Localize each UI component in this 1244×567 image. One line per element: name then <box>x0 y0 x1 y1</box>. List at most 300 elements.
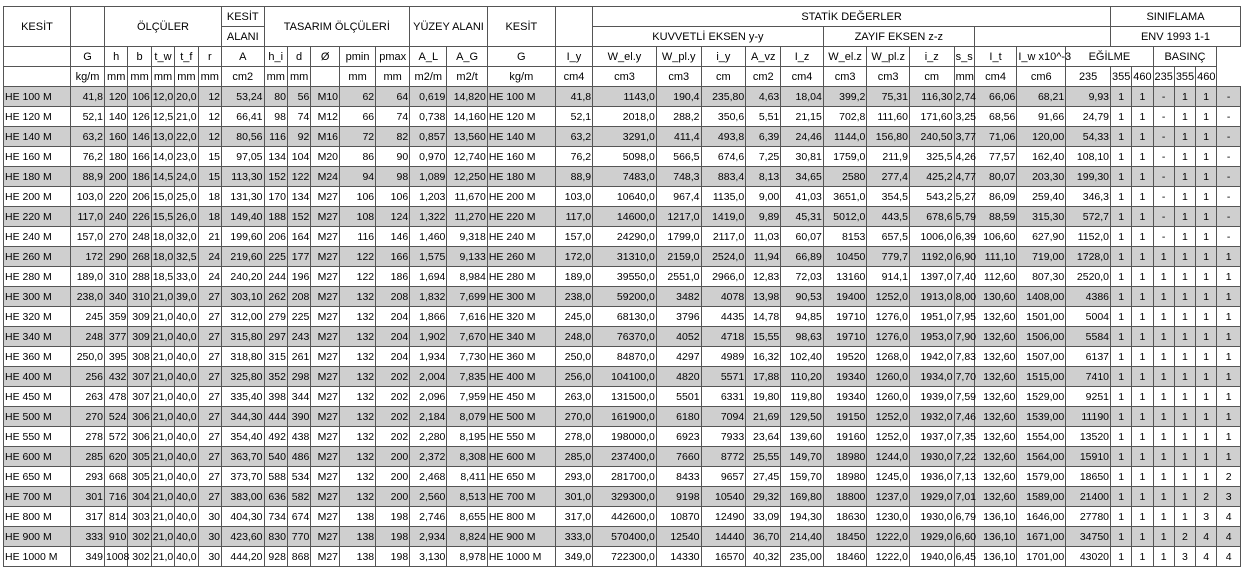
value-cell: 202 <box>376 427 410 447</box>
value-cell: 3 <box>1217 487 1241 507</box>
value-cell: 4435 <box>701 307 746 327</box>
value-cell: 1515,00 <box>1017 367 1066 387</box>
unit-cell: kg/m <box>487 67 555 87</box>
table-row <box>4 527 1241 547</box>
value-cell: 7,25 <box>746 147 781 167</box>
value-cell: 5004 <box>1066 307 1111 327</box>
value-cell: 1579,00 <box>1017 467 1066 487</box>
value-cell: 132,60 <box>974 367 1017 387</box>
table-row <box>4 167 1241 187</box>
value-cell: 76370,0 <box>593 327 657 347</box>
value-cell: 68130,0 <box>593 307 657 327</box>
value-cell: 14,0 <box>151 147 174 167</box>
value-cell: 1 <box>1153 287 1174 307</box>
value-cell: 1 <box>1132 507 1153 527</box>
value-cell: 8,079 <box>447 407 487 427</box>
value-cell: 186 <box>376 267 410 287</box>
value-cell: 202 <box>376 407 410 427</box>
value-cell: 160 <box>105 127 128 147</box>
value-cell: 220 <box>105 187 128 207</box>
value-cell: 6,39 <box>746 127 781 147</box>
profile-name-cell: HE 360 M <box>487 347 555 367</box>
value-cell: 240,20 <box>222 267 265 287</box>
value-cell: 177 <box>287 247 310 267</box>
value-cell: 40,0 <box>175 467 198 487</box>
value-cell: 318,80 <box>222 347 265 367</box>
value-cell: 40,0 <box>175 307 198 327</box>
value-cell: 0,619 <box>410 87 447 107</box>
value-cell: 7,70 <box>954 367 974 387</box>
value-cell: 27 <box>198 407 221 427</box>
symbol-cell: t_w <box>151 47 174 67</box>
value-cell: 307 <box>128 367 151 387</box>
value-cell: 8,308 <box>447 447 487 467</box>
value-cell: 270 <box>105 227 128 247</box>
value-cell: 104100,0 <box>593 367 657 387</box>
value-cell: 3,25 <box>954 107 974 127</box>
value-cell: 12,740 <box>447 147 487 167</box>
value-cell: 132,60 <box>974 467 1017 487</box>
value-cell: 30,81 <box>781 147 824 167</box>
value-cell: 395 <box>105 347 128 367</box>
value-cell: 68,21 <box>1017 87 1066 107</box>
value-cell: 159,70 <box>781 467 824 487</box>
value-cell: 399,2 <box>823 87 867 107</box>
kesit-header-2: KESİT <box>487 7 555 47</box>
value-cell: 2,74 <box>954 87 974 107</box>
value-cell: M27 <box>311 207 340 227</box>
value-cell: 21,0 <box>151 367 174 387</box>
yuzey-alani-header: YÜZEY ALANI <box>410 7 488 47</box>
env-header: ENV 1993 1-1 <box>1111 27 1241 47</box>
value-cell: 238,0 <box>70 287 104 307</box>
value-cell: 21,0 <box>151 307 174 327</box>
value-cell: 27 <box>198 447 221 467</box>
value-cell: 21,0 <box>151 327 174 347</box>
value-cell: 248,0 <box>555 327 592 347</box>
value-cell: 325,80 <box>222 367 265 387</box>
value-cell: 146 <box>376 227 410 247</box>
profile-name-cell: HE 260 M <box>487 247 555 267</box>
value-cell: M27 <box>311 427 340 447</box>
value-cell: 668 <box>105 467 128 487</box>
value-cell: 678,6 <box>909 207 954 227</box>
value-cell: 7410 <box>1066 367 1111 387</box>
profile-name-cell: HE 800 M <box>4 507 71 527</box>
value-cell: 478 <box>105 387 128 407</box>
value-cell: 657,5 <box>867 227 910 247</box>
value-cell: 7,835 <box>447 367 487 387</box>
value-cell: 10640,0 <box>593 187 657 207</box>
value-cell: 432 <box>105 367 128 387</box>
symbol-cell: I_w x10^-3 <box>1017 47 1066 67</box>
profile-name-cell: HE 1000 M <box>4 547 71 567</box>
value-cell: 134 <box>287 187 310 207</box>
value-cell: 166 <box>128 147 151 167</box>
value-cell: 1 <box>1132 527 1153 547</box>
value-cell: 354,5 <box>867 187 910 207</box>
value-cell: 226 <box>128 207 151 227</box>
profile-name-cell: HE 180 M <box>487 167 555 187</box>
value-cell: 139,60 <box>781 427 824 447</box>
value-cell: 12,5 <box>151 107 174 127</box>
value-cell: 1 <box>1174 187 1195 207</box>
value-cell: 779,7 <box>867 247 910 267</box>
value-cell: 1 <box>1111 347 1132 367</box>
value-cell: 24,46 <box>781 127 824 147</box>
value-cell: 335,40 <box>222 387 265 407</box>
unit-cell: mm <box>198 67 221 87</box>
value-cell: 1589,00 <box>1017 487 1066 507</box>
table-row <box>4 367 1241 387</box>
value-cell: 1 <box>1174 347 1195 367</box>
value-cell: 21 <box>198 227 221 247</box>
symbol-cell: A_L <box>410 47 447 67</box>
table-row <box>4 107 1241 127</box>
value-cell: M10 <box>311 87 340 107</box>
value-cell: 56 <box>287 87 310 107</box>
value-cell: 1 <box>1196 127 1217 147</box>
value-cell: 136,10 <box>974 527 1017 547</box>
value-cell: 1932,0 <box>909 407 954 427</box>
value-cell: 1 <box>1217 247 1241 267</box>
value-cell: 572 <box>105 427 128 447</box>
value-cell: 106,60 <box>974 227 1017 247</box>
value-cell: 132 <box>340 487 376 507</box>
value-cell: 235,00 <box>781 547 824 567</box>
value-cell: 19520 <box>823 347 867 367</box>
value-cell: 7483,0 <box>593 167 657 187</box>
value-cell: 110,20 <box>781 367 824 387</box>
value-cell: 30 <box>198 527 221 547</box>
value-cell: 4820 <box>656 367 701 387</box>
unit-cell: cm4 <box>781 67 824 87</box>
value-cell: 329300,0 <box>593 487 657 507</box>
value-cell: 301,0 <box>555 487 592 507</box>
value-cell: 18 <box>198 207 221 227</box>
value-cell: 1 <box>1217 267 1241 287</box>
profile-name-cell: HE 220 M <box>4 207 71 227</box>
table-row <box>4 467 1241 487</box>
value-cell: 1252,0 <box>867 407 910 427</box>
value-cell: 2,372 <box>410 447 447 467</box>
value-cell: 132,60 <box>974 487 1017 507</box>
value-cell: 94,85 <box>781 307 824 327</box>
value-cell: 317 <box>70 507 104 527</box>
value-cell: 132 <box>340 387 376 407</box>
value-cell: 74 <box>287 107 310 127</box>
value-cell: 237400,0 <box>593 447 657 467</box>
egilme-header: EĞİLME <box>1066 47 1153 67</box>
symbol-cell: I_z <box>781 47 824 67</box>
value-cell: 1276,0 <box>867 327 910 347</box>
value-cell: 19400 <box>823 287 867 307</box>
unit-cell: cm4 <box>974 67 1017 87</box>
value-cell: 40,0 <box>175 427 198 447</box>
statik-degerler-header: STATİK DEĞERLER <box>593 7 1111 27</box>
value-cell: 211,9 <box>867 147 910 167</box>
value-cell: 2,184 <box>410 407 447 427</box>
value-cell: 92 <box>287 127 310 147</box>
value-cell: 14,5 <box>151 167 174 187</box>
value-cell: 1 <box>1132 247 1153 267</box>
value-cell: 0,738 <box>410 107 447 127</box>
value-cell: 582 <box>287 487 310 507</box>
value-cell: 41,8 <box>70 87 104 107</box>
value-cell: 106 <box>376 187 410 207</box>
value-cell: 66,89 <box>781 247 824 267</box>
value-cell: 1 <box>1196 307 1217 327</box>
value-cell: 132 <box>340 467 376 487</box>
value-cell: 18450 <box>823 527 867 547</box>
value-cell: 24 <box>198 267 221 287</box>
value-cell: 1 <box>1111 447 1132 467</box>
unit-cell: cm6 <box>1017 67 1066 87</box>
value-cell: 674 <box>287 507 310 527</box>
value-cell: 171,60 <box>909 107 954 127</box>
value-cell: 194,30 <box>781 507 824 527</box>
value-cell: 333 <box>70 527 104 547</box>
value-cell: 1 <box>1196 327 1217 347</box>
symbol-cell: G <box>487 47 555 67</box>
value-cell: 1 <box>1153 387 1174 407</box>
value-cell: 162,40 <box>1017 147 1066 167</box>
profile-name-cell: HE 100 M <box>487 87 555 107</box>
value-cell: 6,79 <box>954 507 974 527</box>
value-cell: 132 <box>340 367 376 387</box>
value-cell: 1 <box>1196 447 1217 467</box>
value-cell: 1 <box>1132 127 1153 147</box>
value-cell: 1143,0 <box>593 87 657 107</box>
value-cell: 10540 <box>701 487 746 507</box>
value-cell: 40,0 <box>175 507 198 527</box>
value-cell: 1 <box>1111 227 1132 247</box>
value-cell: 1 <box>1111 247 1132 267</box>
value-cell: 27 <box>198 367 221 387</box>
value-cell: 172 <box>70 247 104 267</box>
value-cell: 310 <box>128 287 151 307</box>
value-cell: 9198 <box>656 487 701 507</box>
value-cell: 2966,0 <box>701 267 746 287</box>
value-cell: 206 <box>264 227 287 247</box>
value-cell: 34750 <box>1066 527 1111 547</box>
value-cell: 1,934 <box>410 347 447 367</box>
table-row <box>4 127 1241 147</box>
value-cell: 32,5 <box>175 247 198 267</box>
value-cell: M27 <box>311 367 340 387</box>
value-cell: 14,820 <box>447 87 487 107</box>
value-cell: 7,40 <box>954 267 974 287</box>
value-cell: 398 <box>264 387 287 407</box>
value-cell: 1 <box>1174 207 1195 227</box>
value-cell: 1 <box>1196 227 1217 247</box>
value-cell: 219,60 <box>222 247 265 267</box>
value-cell: 1 <box>1111 427 1132 447</box>
value-cell: 27 <box>198 287 221 307</box>
value-cell: 138 <box>340 527 376 547</box>
unit-cell: cm3 <box>823 67 867 87</box>
value-cell: - <box>1153 127 1174 147</box>
value-cell: 5501 <box>656 387 701 407</box>
value-cell: 6180 <box>656 407 701 427</box>
value-cell: 2,280 <box>410 427 447 447</box>
profile-name-cell: HE 500 M <box>487 407 555 427</box>
value-cell: 196 <box>287 267 310 287</box>
profile-name-cell: HE 500 M <box>4 407 71 427</box>
value-cell: - <box>1217 147 1241 167</box>
value-cell: 9,93 <box>1066 87 1111 107</box>
value-cell: 807,30 <box>1017 267 1066 287</box>
value-cell: 41,03 <box>781 187 824 207</box>
value-cell: 106 <box>128 87 151 107</box>
value-cell: 1 <box>1217 387 1241 407</box>
value-cell: 5,79 <box>954 207 974 227</box>
value-cell: 1951,0 <box>909 307 954 327</box>
value-cell: 1 <box>1111 127 1132 147</box>
value-cell: 21,0 <box>151 527 174 547</box>
value-cell: 1 <box>1132 467 1153 487</box>
value-cell: 169,80 <box>781 487 824 507</box>
value-cell: 1 <box>1111 467 1132 487</box>
value-cell: 122 <box>340 267 376 287</box>
value-cell: 63,2 <box>70 127 104 147</box>
value-cell: 12540 <box>656 527 701 547</box>
value-cell: 202 <box>376 387 410 407</box>
value-cell: 1 <box>1196 407 1217 427</box>
value-cell: 27,45 <box>746 467 781 487</box>
value-cell: 103,0 <box>70 187 104 207</box>
unit-cell: m2/m <box>410 67 447 87</box>
value-cell: 270 <box>70 407 104 427</box>
value-cell: 164 <box>287 227 310 247</box>
value-cell: 11,94 <box>746 247 781 267</box>
value-cell: 138 <box>340 547 376 567</box>
value-cell: 126 <box>128 107 151 127</box>
value-cell: 5,27 <box>954 187 974 207</box>
value-cell: 7,616 <box>447 307 487 327</box>
value-cell: 288,2 <box>656 107 701 127</box>
value-cell: 1 <box>1174 147 1195 167</box>
value-cell: 1397,0 <box>909 267 954 287</box>
value-cell: 132 <box>340 427 376 447</box>
value-cell: 6137 <box>1066 347 1111 367</box>
value-cell: 8,411 <box>447 467 487 487</box>
value-cell: 27 <box>198 307 221 327</box>
value-cell: 199,60 <box>222 227 265 247</box>
value-cell: 1 <box>1196 147 1217 167</box>
value-cell: 132 <box>340 447 376 467</box>
value-cell: 2580 <box>823 167 867 187</box>
value-cell: 486 <box>287 447 310 467</box>
value-cell: 1008 <box>105 547 128 567</box>
value-cell: 304 <box>128 487 151 507</box>
value-cell: 21,0 <box>151 467 174 487</box>
profile-name-cell: HE 140 M <box>4 127 71 147</box>
symbol-cell: h_i <box>264 47 287 67</box>
value-cell: 66 <box>340 107 376 127</box>
profile-name-cell: HE 320 M <box>4 307 71 327</box>
tasarim-olculeri-header: TASARIM ÖLÇÜLERİ <box>264 7 410 47</box>
value-cell: 82 <box>376 127 410 147</box>
symbol-cell: W_pl.y <box>656 47 701 67</box>
unit-cell <box>311 67 340 87</box>
value-cell: 157,0 <box>70 227 104 247</box>
value-cell: 19,80 <box>746 387 781 407</box>
value-cell: 262 <box>264 287 287 307</box>
value-cell: 11,270 <box>447 207 487 227</box>
value-cell: 129,50 <box>781 407 824 427</box>
symbol-cell: I_y <box>555 47 592 67</box>
value-cell: 41,8 <box>555 87 592 107</box>
value-cell: 281700,0 <box>593 467 657 487</box>
value-cell: 1 <box>1196 467 1217 487</box>
value-cell: 1 <box>1111 87 1132 107</box>
value-cell: 278,0 <box>555 427 592 447</box>
table-row <box>4 87 1241 107</box>
value-cell: 10870 <box>656 507 701 527</box>
value-cell: 225 <box>287 307 310 327</box>
value-cell: 306 <box>128 407 151 427</box>
value-cell: 2018,0 <box>593 107 657 127</box>
value-cell: 7,22 <box>954 447 974 467</box>
value-cell: 1930,0 <box>909 507 954 527</box>
value-cell: 15,55 <box>746 327 781 347</box>
value-cell: 443,5 <box>867 207 910 227</box>
value-cell: 6,39 <box>954 227 974 247</box>
value-cell: 108 <box>340 207 376 227</box>
value-cell: 1222,0 <box>867 527 910 547</box>
value-cell: 136,10 <box>974 507 1017 527</box>
value-cell: 27 <box>198 387 221 407</box>
value-cell: 198 <box>376 547 410 567</box>
value-cell: 4718 <box>701 327 746 347</box>
value-cell: 363,70 <box>222 447 265 467</box>
value-cell: 1 <box>1111 307 1132 327</box>
table-row <box>4 307 1241 327</box>
value-cell: 734 <box>264 507 287 527</box>
table-row <box>4 207 1241 227</box>
value-cell: 111,10 <box>974 247 1017 267</box>
value-cell: 12 <box>198 87 221 107</box>
value-cell: 770 <box>287 527 310 547</box>
symbol-cell: r <box>198 47 221 67</box>
value-cell: 1 <box>1132 367 1153 387</box>
unit-cell: mm <box>340 67 376 87</box>
value-cell: 132,60 <box>974 447 1017 467</box>
value-cell: 256,0 <box>555 367 592 387</box>
value-cell: 116 <box>264 127 287 147</box>
value-cell: 15,0 <box>151 187 174 207</box>
value-cell: 27780 <box>1066 507 1111 527</box>
value-cell: 1936,0 <box>909 467 954 487</box>
value-cell: 7,699 <box>447 287 487 307</box>
value-cell: 1 <box>1111 387 1132 407</box>
value-cell: 8,984 <box>447 267 487 287</box>
value-cell: M24 <box>311 167 340 187</box>
value-cell: 14440 <box>701 527 746 547</box>
value-cell: 1929,0 <box>909 487 954 507</box>
value-cell: 411,4 <box>656 127 701 147</box>
value-cell: 36,70 <box>746 527 781 547</box>
value-cell: 308 <box>128 347 151 367</box>
value-cell: 27 <box>198 487 221 507</box>
value-cell: 1 <box>1132 447 1153 467</box>
value-cell: 543,2 <box>909 187 954 207</box>
profile-name-cell: HE 140 M <box>487 127 555 147</box>
value-cell: 21,69 <box>746 407 781 427</box>
value-cell: 10450 <box>823 247 867 267</box>
value-cell: 2159,0 <box>656 247 701 267</box>
